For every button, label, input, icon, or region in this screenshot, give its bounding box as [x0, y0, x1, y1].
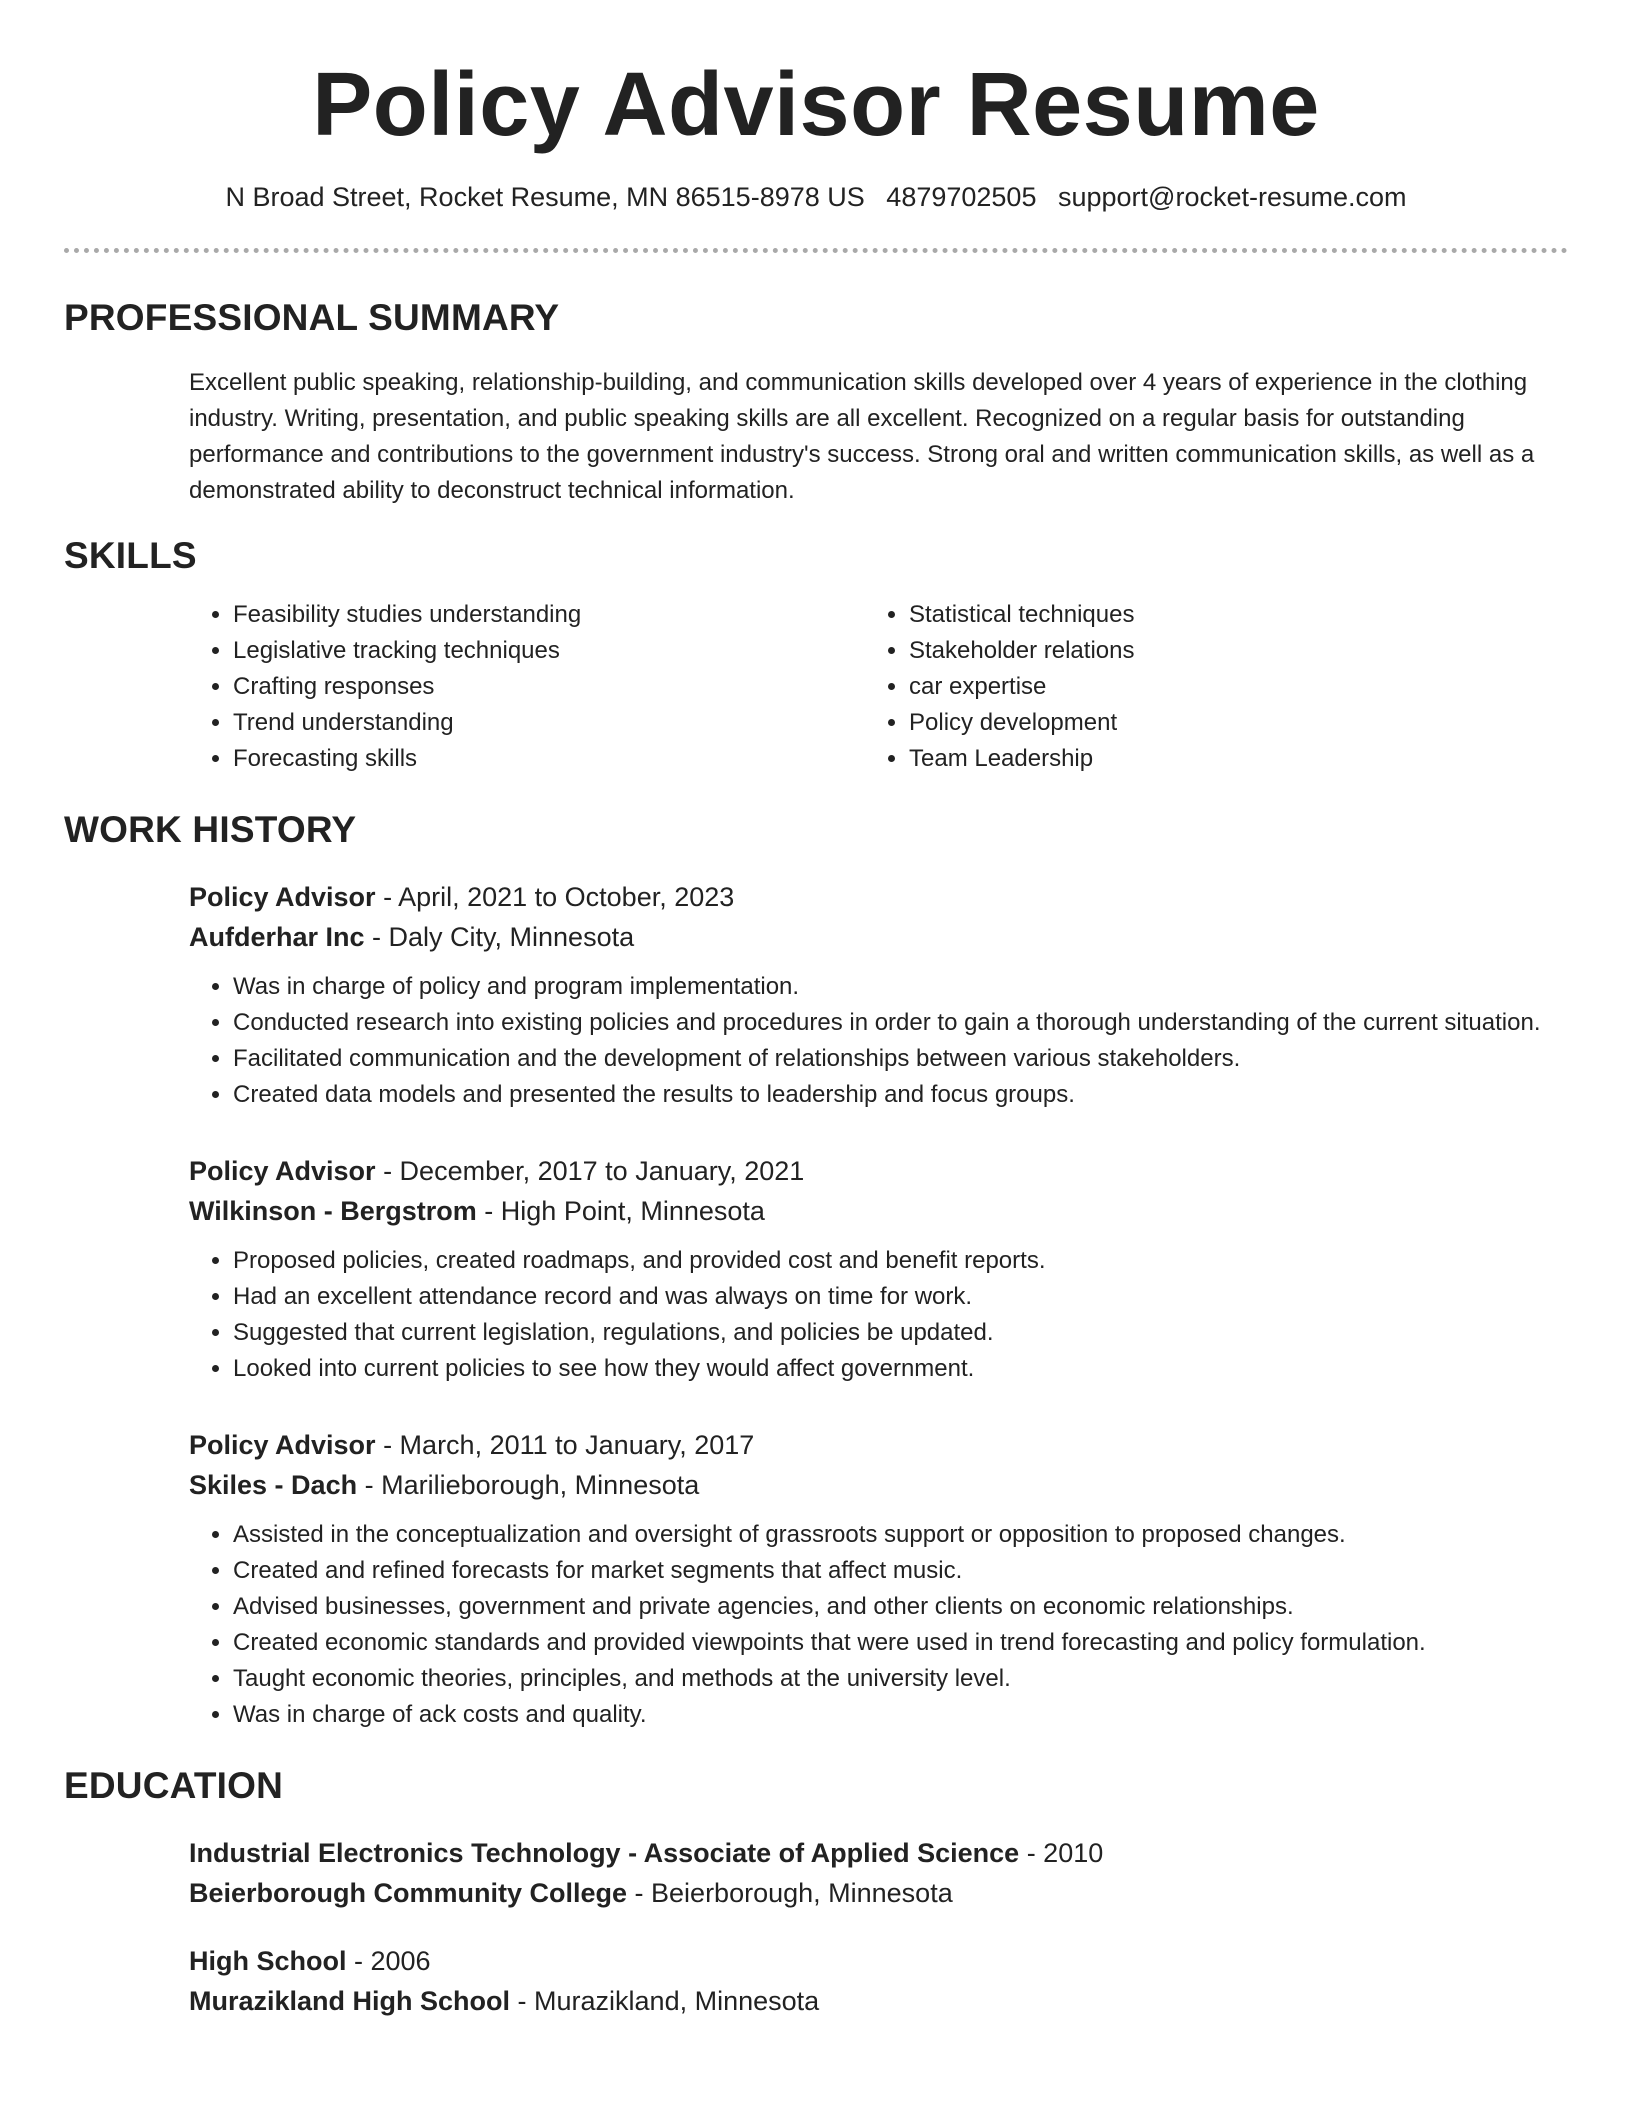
- skill-item: • Forecasting skills: [233, 741, 865, 777]
- resume-title: Policy Advisor Resume: [312, 55, 1320, 155]
- job-bullets: [189, 1517, 1568, 1733]
- skills-section: [64, 535, 1568, 777]
- job-bullet: • Advised businesses, government and private agencies, and other clients on economic relationships.: [233, 1589, 1568, 1625]
- job-bullet: • Created and refined forecasts for market segments that affect music.: [233, 1553, 1568, 1589]
- skill-item: • car expertise: [909, 669, 1541, 705]
- skill-item: • Policy development: [909, 705, 1541, 741]
- skill-item: • Feasibility studies understanding: [233, 597, 865, 633]
- job-company-line: [189, 1191, 1568, 1231]
- job-bullet: • Facilitated communication and the development of relationships between various stakeholders.: [233, 1041, 1568, 1077]
- job-location: - Marilieborough, Minnesota: [357, 1470, 700, 1500]
- job-bullet: • Assisted in the conceptualization and oversight of grassroots support or opposition to proposed changes.: [233, 1517, 1568, 1553]
- skill-item: • Legislative tracking techniques: [233, 633, 865, 669]
- job-entry: [189, 1151, 1568, 1387]
- job-bullet: • Created data models and presented the results to leadership and focus groups.: [233, 1077, 1568, 1113]
- contact-phone: 4879702505: [886, 182, 1037, 212]
- job-bullet: • Had an excellent attendance record and was always on time for work.: [233, 1279, 1568, 1315]
- job-bullet: • Conducted research into existing policies and procedures in order to gain a thorough understanding of the current situation.: [233, 1005, 1568, 1041]
- job-role: Policy Advisor: [189, 1430, 376, 1460]
- work-section: [64, 809, 1568, 1733]
- skill-item: • Statistical techniques: [909, 597, 1541, 633]
- job-bullets: [189, 969, 1568, 1113]
- education-school-line: [189, 1981, 1568, 2021]
- job-entry: [189, 1425, 1568, 1733]
- education-section: [64, 1765, 1568, 2021]
- job-role: Policy Advisor: [189, 1156, 376, 1186]
- skills-column-right: [865, 597, 1541, 777]
- job-title-line: [189, 1151, 1568, 1191]
- job-bullet: • Proposed policies, created roadmaps, and provided cost and benefit reports.: [233, 1243, 1568, 1279]
- skills-list-right: [865, 597, 1541, 777]
- skills-columns: [189, 597, 1568, 777]
- job-bullet: • Suggested that current legislation, regulations, and policies be updated.: [233, 1315, 1568, 1351]
- education-school-line: [189, 1873, 1568, 1913]
- job-role: Policy Advisor: [189, 882, 376, 912]
- skill-item: • Team Leadership: [909, 741, 1541, 777]
- contact-address: N Broad Street, Rocket Resume, MN 86515-8978 US: [225, 182, 865, 212]
- summary-text: Excellent public speaking, relationship-building, and communication skills developed over 4 years of experience in the clothing industry. Writing, presentation, and public speaking skills are all excellent. Recognized on a regular basis for outstanding performance and contributions to the government industry's success. Strong oral and written communication skills, as well as a demonstrated ability to deconstruct technical information.: [189, 369, 1535, 504]
- job-title-line: [189, 1425, 1568, 1465]
- summary-section: [64, 297, 1568, 509]
- education-degree-line: [189, 1941, 1568, 1981]
- education-year: - 2010: [1019, 1838, 1104, 1868]
- education-location: - Beierborough, Minnesota: [627, 1878, 953, 1908]
- skills-list-left: [189, 597, 865, 777]
- education-degree: High School: [189, 1946, 347, 1976]
- skill-item: • Crafting responses: [233, 669, 865, 705]
- skills-column-left: [189, 597, 865, 777]
- job-company-line: [189, 917, 1568, 957]
- education-degree-line: [189, 1833, 1568, 1873]
- header-divider: [64, 248, 1568, 253]
- summary-heading: PROFESSIONAL SUMMARY: [64, 297, 560, 338]
- job-location: - High Point, Minnesota: [476, 1196, 765, 1226]
- job-bullet: • Looked into current policies to see how they would affect government.: [233, 1351, 1568, 1387]
- job-company: Aufderhar Inc: [189, 922, 365, 952]
- education-location: - Murazikland, Minnesota: [510, 1986, 820, 2016]
- skill-item: • Trend understanding: [233, 705, 865, 741]
- job-company: Skiles - Dach: [189, 1470, 358, 1500]
- job-company: Wilkinson - Bergstrom: [189, 1196, 477, 1226]
- job-entry: [189, 877, 1568, 1113]
- education-entry: [189, 1833, 1568, 1913]
- job-bullet: • Was in charge of policy and program implementation.: [233, 969, 1568, 1005]
- job-company-line: [189, 1465, 1568, 1505]
- education-heading: EDUCATION: [64, 1765, 283, 1806]
- job-bullets: [189, 1243, 1568, 1387]
- job-title-line: [189, 877, 1568, 917]
- job-bullet: • Taught economic theories, principles, and methods at the university level.: [233, 1661, 1568, 1697]
- contact-line: [64, 182, 1568, 213]
- job-bullet: • Was in charge of ack costs and quality.: [233, 1697, 1568, 1733]
- education-entry: [189, 1941, 1568, 2021]
- job-dates: - March, 2011 to January, 2017: [375, 1430, 755, 1460]
- education-school: Murazikland High School: [189, 1986, 511, 2016]
- job-dates: - December, 2017 to January, 2021: [375, 1156, 805, 1186]
- work-heading: WORK HISTORY: [64, 809, 357, 850]
- skill-item: • Stakeholder relations: [909, 633, 1541, 669]
- contact-email: support@rocket-resume.com: [1057, 182, 1407, 212]
- education-degree: Industrial Electronics Technology - Associate of Applied Science: [189, 1838, 1020, 1868]
- skills-heading: SKILLS: [64, 535, 197, 576]
- job-bullet: • Created economic standards and provided viewpoints that were used in trend forecasting and policy formulation.: [233, 1625, 1568, 1661]
- education-school: Beierborough Community College: [189, 1878, 628, 1908]
- education-year: - 2006: [346, 1946, 431, 1976]
- job-location: - Daly City, Minnesota: [364, 922, 635, 952]
- job-dates: - April, 2021 to October, 2023: [375, 882, 735, 912]
